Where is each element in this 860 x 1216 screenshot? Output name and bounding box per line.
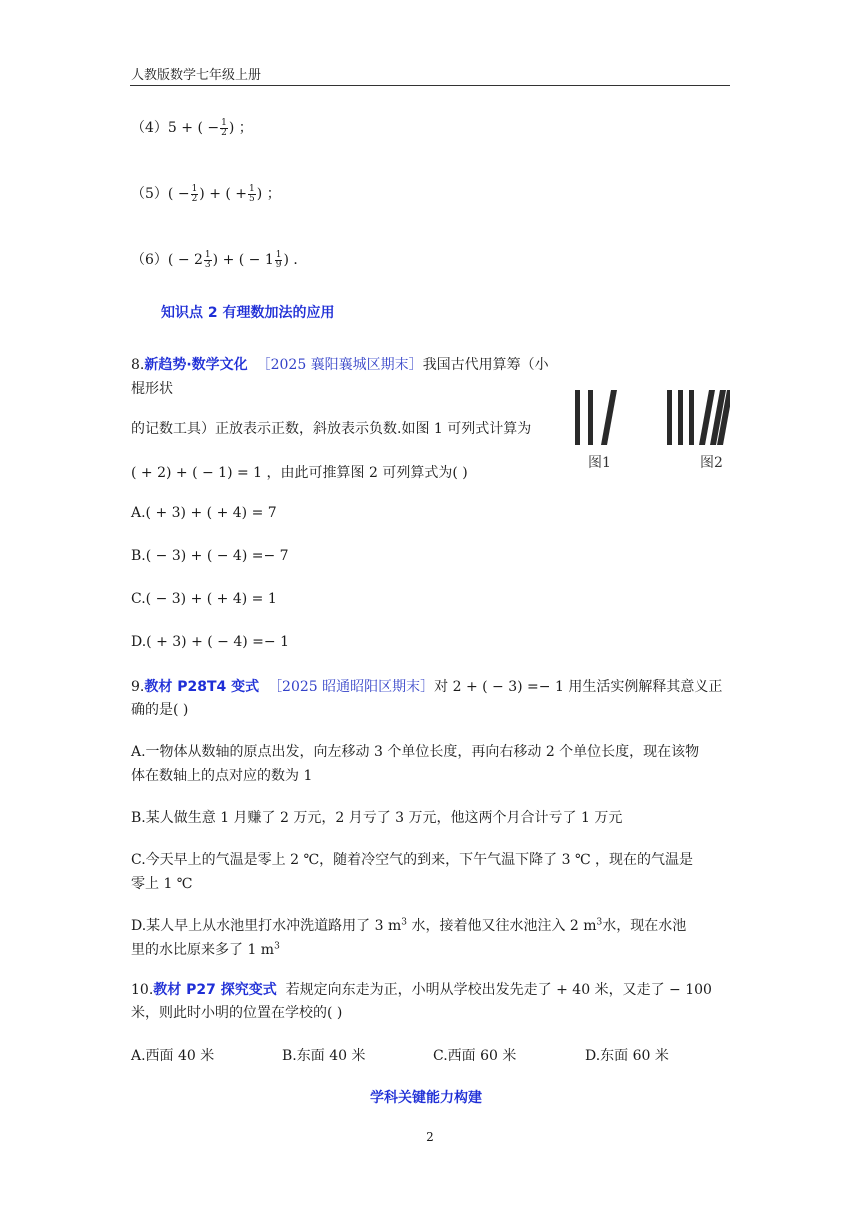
q9-option-d-line-2: [131, 939, 280, 959]
fig1-rod-slanted: [601, 390, 617, 445]
q10-option-d: D.东面 60 米: [585, 1048, 669, 1064]
q8-line-1: [131, 354, 549, 374]
q8-line-4: ( + 2) + ( − 1) = 1 ，由此可推算图 2 可列算式为( ): [131, 465, 468, 481]
q8-option-c: C.( − 3) + ( + 4) = 1: [131, 591, 277, 607]
fraction-numerator: 1: [204, 249, 211, 260]
figure-1-label: 图1: [588, 455, 611, 471]
fraction: [204, 251, 212, 270]
q8-option-d: D.( + 3) + ( − 4) =− 1: [131, 634, 289, 650]
fig2-rod-upright: [678, 390, 683, 445]
exercise-5-suffix: ) ；: [256, 186, 281, 202]
q10-option-b: B.东面 40 米: [282, 1048, 366, 1064]
exercise-4: [131, 117, 253, 138]
fraction-denominator: 9: [275, 259, 282, 270]
q8-source: ［2025 襄阳襄城区期末］: [256, 357, 423, 373]
q9-option-b: B.某人做生意 1 月赚了 2 万元，2 月亏了 3 万元，他这两个月合计亏了 1 万元: [131, 810, 623, 826]
q8-line-2: 棍形状: [131, 381, 173, 397]
fraction: [275, 251, 283, 270]
fraction-numerator: 1: [191, 183, 198, 194]
header-title: 人教版数学七年级上册: [131, 68, 262, 83]
fraction-numerator: 1: [221, 117, 227, 128]
fraction: [248, 185, 256, 204]
q10-tag: 教材 P27 探究变式: [153, 982, 277, 998]
exercise-4-prefix: （4）5 + ( −: [131, 120, 220, 136]
q10-option-a: A.西面 40 米: [131, 1048, 215, 1064]
exercise-6-mid: ) + ( − 1: [212, 252, 274, 268]
exercise-5-prefix: （5）( −: [131, 186, 190, 202]
fig2-rod-upright: [689, 390, 694, 445]
fraction-numerator: 1: [275, 249, 282, 260]
q9-option-a-line-1: A.一物体从数轴的原点出发，向左移动 3 个单位长度，再向右移动 2 个单位长度，现在该物: [131, 744, 700, 760]
fig1-rod-upright: [575, 390, 580, 445]
superscript-3: 3: [274, 941, 280, 952]
q10-number: 10.: [131, 982, 154, 998]
q9-text-1: 对 2 + ( − 3) =− 1 用生活实例解释其意义正: [434, 679, 723, 695]
q8-tag: 新趋势·数学文化: [144, 357, 248, 373]
page-number: 2: [426, 1130, 434, 1144]
q8-option-b: B.( − 3) + ( − 4) =− 7: [131, 548, 289, 564]
exercise-5: [131, 183, 281, 204]
exercise-6-prefix: （6）( − 2: [131, 252, 203, 268]
q9-option-d-part-1: D.某人早上从水池里打水冲洗道路用了 3 m: [131, 918, 402, 934]
q10-line-1: [131, 979, 712, 999]
q10-option-c: C.西面 60 米: [433, 1048, 517, 1064]
q10-text-1: 若规定向东走为正，小明从学校出发先走了 + 40 米，又走了 − 100: [285, 982, 712, 998]
q9-source: ［2025 昭通昭阳区期末］: [268, 679, 435, 695]
fig2-rod-upright: [667, 390, 672, 445]
fraction-denominator: 5: [249, 193, 255, 204]
q10-line-2: 米，则此时小明的位置在学校的( ): [131, 1005, 343, 1021]
exercise-4-suffix: ) ；: [228, 120, 253, 136]
fraction: [191, 185, 199, 204]
q9-tag: 教材 P28T4 变式: [144, 679, 260, 695]
q8-line-3: 的记数工具）正放表示正数，斜放表示负数.如图 1 可列式计算为: [131, 421, 532, 437]
section-title-knowledge-2: 知识点 2 有理数加法的应用: [161, 305, 335, 321]
superscript-3: 3: [596, 917, 603, 928]
q9-option-d-part-3: 水，现在水池: [602, 918, 687, 934]
section-title-key-abilities: 学科关键能力构建: [370, 1090, 482, 1106]
q9-number: 9.: [131, 679, 145, 695]
exercise-5-mid: ) + ( +: [199, 186, 248, 202]
fraction-denominator: 2: [191, 193, 198, 204]
q8-text-1: 我国古代用算筹（小: [422, 357, 549, 373]
q9-option-c-line-2: 零上 1 ℃: [131, 876, 193, 892]
figure-2-label: 图2: [700, 455, 723, 471]
q9-option-d-part-4: 里的水比原来多了 1 m: [131, 942, 275, 958]
q9-option-c-line-1: C.今天早上的气温是零上 2 ℃，随着冷空气的到来，下午气温下降了 3 ℃ ，现在的气温是: [131, 852, 694, 868]
fraction-numerator: 1: [249, 183, 255, 194]
fig1-rod-upright: [588, 390, 593, 445]
q8-number: 8.: [131, 357, 145, 373]
exercise-6-suffix: ) ．: [283, 252, 308, 268]
q9-line-1: [131, 676, 722, 696]
q9-option-d-part-2: 水，接着他又往水池注入 2 m: [407, 918, 597, 934]
superscript-3: 3: [401, 917, 407, 928]
header-divider: [130, 85, 730, 86]
q8-option-a: A.( + 3) + ( + 4) = 7: [131, 505, 277, 521]
exercise-6: [131, 249, 307, 270]
fraction-denominator: 3: [204, 259, 211, 270]
q9-option-d-line-1: [131, 915, 686, 935]
fraction-denominator: 2: [221, 127, 227, 138]
fraction: [220, 119, 228, 138]
q9-line-2: 确的是( ): [131, 702, 189, 718]
q9-option-a-line-2: 体在数轴上的点对应的数为 1: [131, 768, 313, 784]
